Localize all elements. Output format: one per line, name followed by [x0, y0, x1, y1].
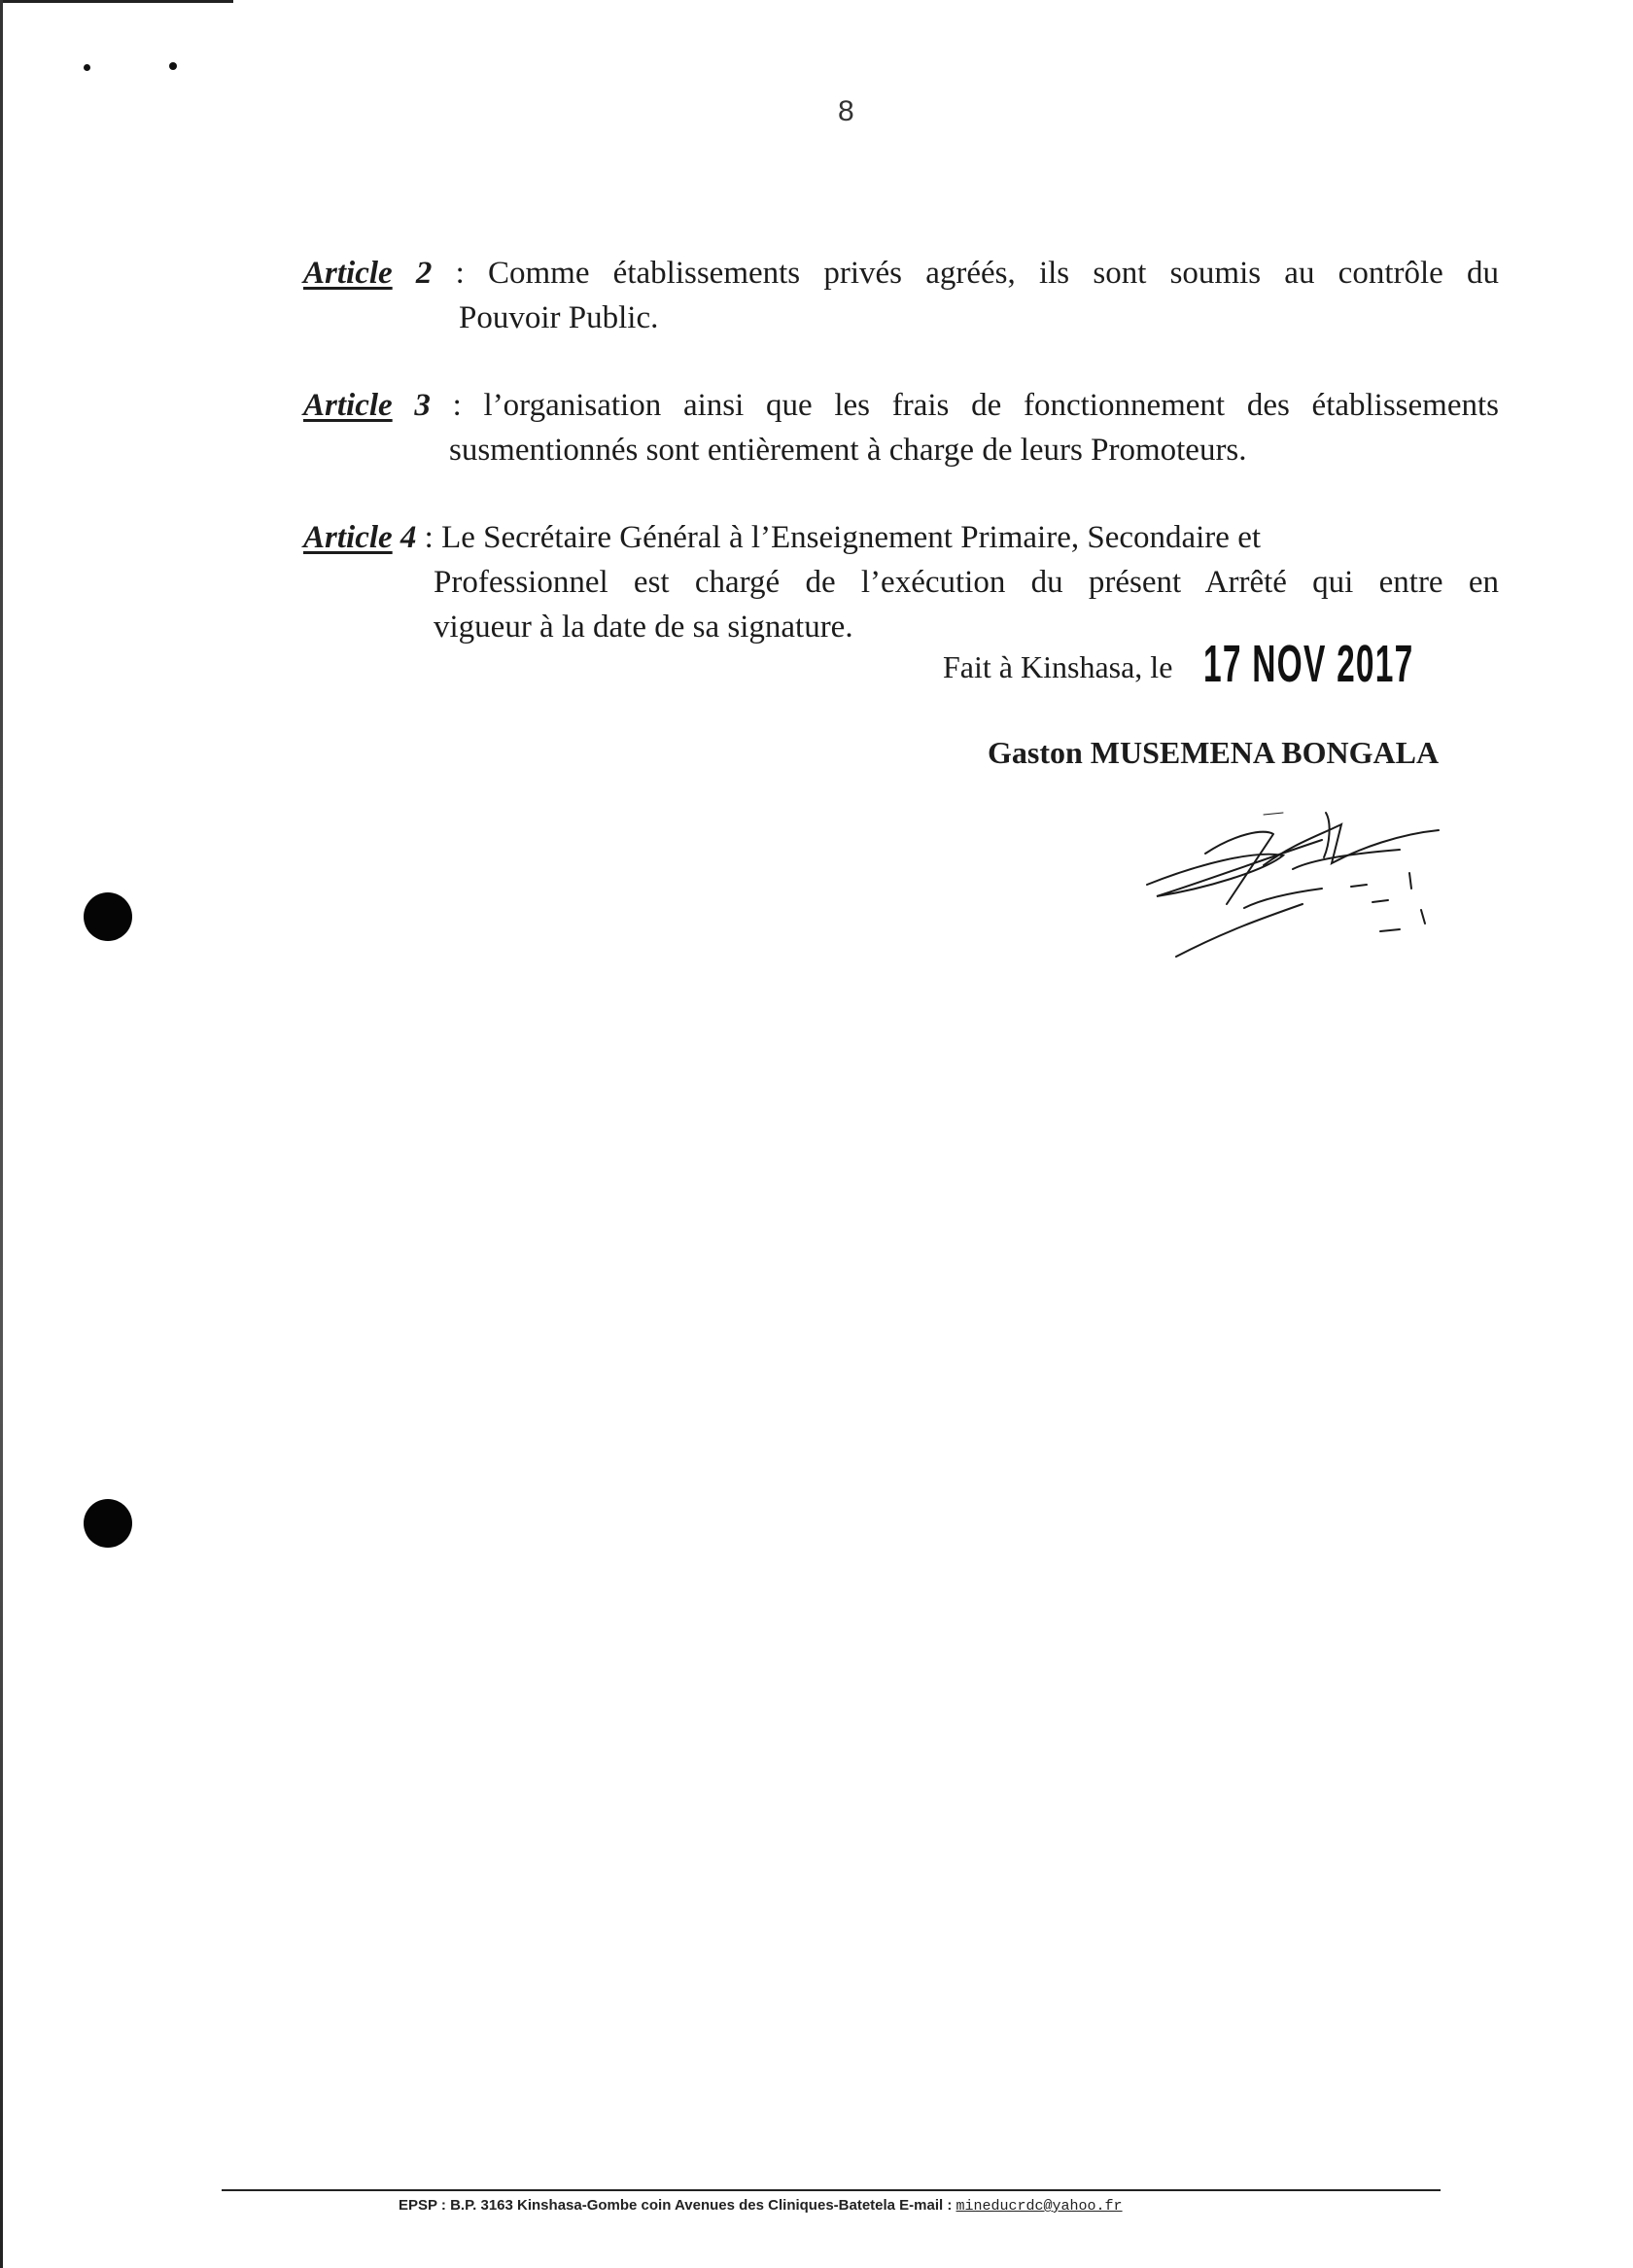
article-separator: : [416, 520, 434, 555]
article-text: susmentionnés sont entièrement à charge de leurs Promoteurs. [449, 433, 1247, 468]
footer-address-text: EPSP : B.P. 3163 Kinshasa-Gombe coin Avenues des Cliniques-Batetela E-mail : [399, 2197, 953, 2214]
article-number: 2 [415, 256, 433, 291]
footer-email-link[interactable]: mineducrdc@yahoo.fr [955, 2198, 1123, 2215]
place-and-date-label: Fait à Kinshasa, le [943, 649, 1173, 684]
article-2 [303, 251, 1499, 340]
article-heading [303, 388, 431, 423]
article-text: Professionnel est chargé de l’exécution du présent Arrêté qui entre en [434, 565, 1499, 600]
scan-edge-top [0, 0, 233, 3]
article-text: Le Secrétaire Général à l’Enseignement Primaire, Secondaire et [433, 520, 1262, 555]
article-first-line [303, 515, 1348, 560]
article-text: l’organisation ainsi que les frais de fonctionnement des établissements [461, 388, 1499, 423]
punch-hole [84, 892, 132, 941]
article-text: vigueur à la date de sa signature. [434, 610, 853, 645]
article-4 [303, 515, 1499, 649]
article-text: Pouvoir Public. [459, 300, 659, 335]
article-3 [303, 383, 1499, 472]
article-heading [303, 256, 432, 291]
scan-edge-left [0, 0, 3, 2268]
article-number: 4 [400, 520, 417, 555]
article-label: Article [303, 520, 393, 555]
footer-address [399, 2197, 1123, 2215]
article-number: 3 [414, 388, 431, 423]
punch-hole [84, 1499, 132, 1548]
article-label: Article [303, 256, 393, 291]
article-heading [303, 520, 416, 555]
scan-speck [84, 64, 90, 71]
scan-speck [169, 62, 177, 70]
article-text: Comme établissements privés agréés, ils sont soumis au contrôle du [464, 256, 1500, 291]
article-separator: : [432, 256, 465, 291]
handwritten-signature [1118, 795, 1468, 980]
article-separator: : [430, 388, 462, 423]
article-first-line [303, 251, 1499, 296]
page-number: 8 [838, 95, 854, 127]
signatory-name: Gaston MUSEMENA BONGALA [988, 735, 1440, 770]
footer-rule [222, 2189, 1441, 2191]
article-first-line [303, 383, 1499, 428]
article-label: Article [303, 388, 393, 423]
date-stamp: 17 NOV 2017 [1203, 635, 1414, 693]
